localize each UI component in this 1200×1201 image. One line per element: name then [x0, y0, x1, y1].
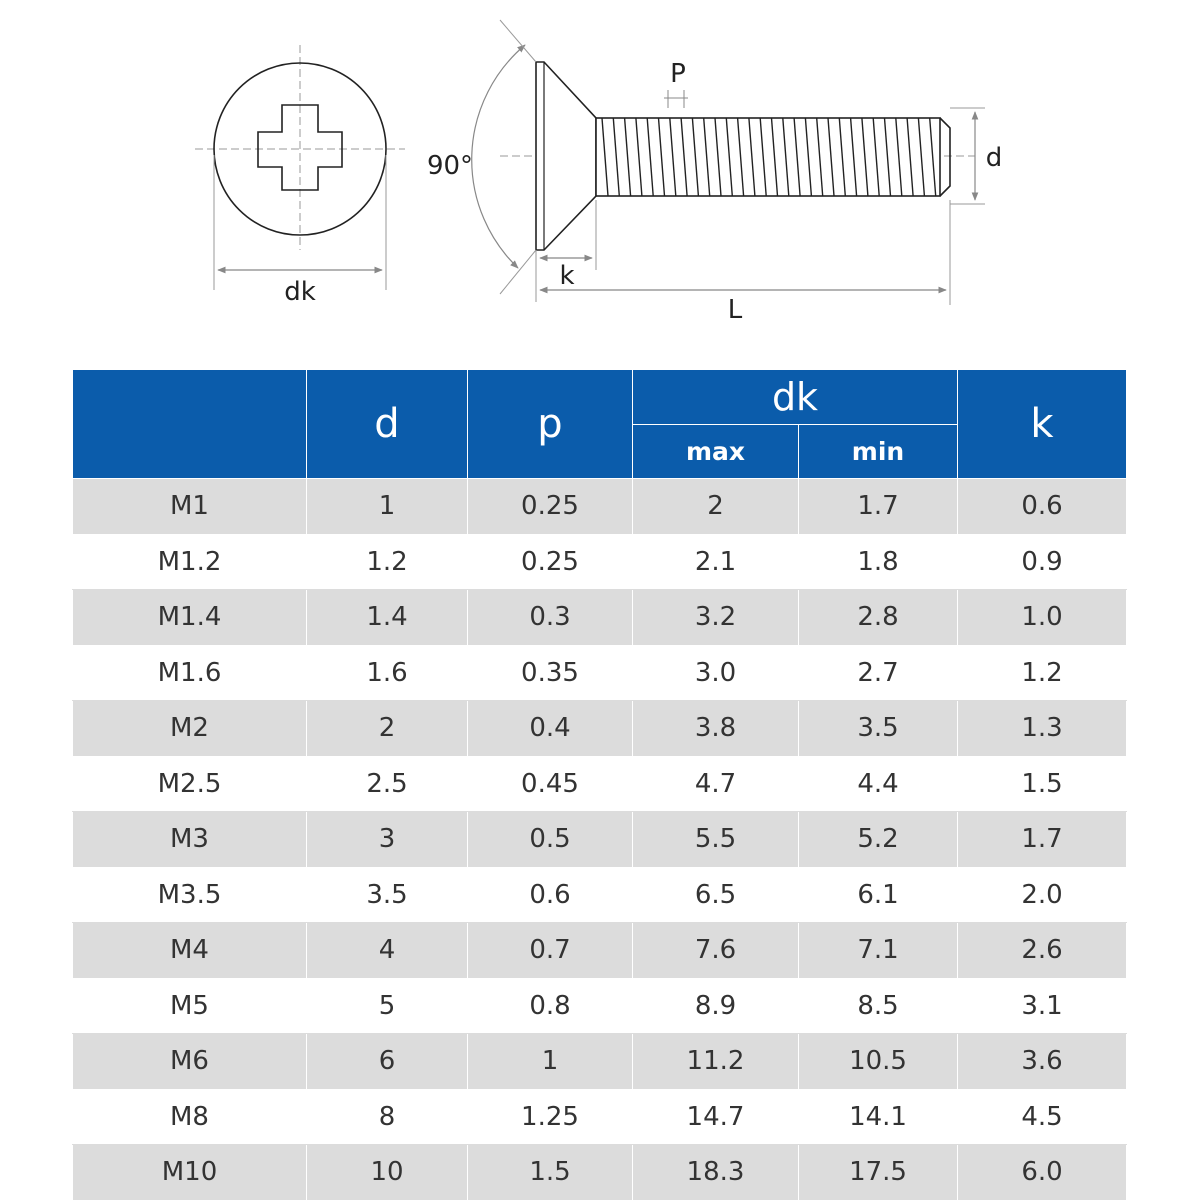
cell-k: 0.9: [958, 534, 1127, 590]
header-dk: dk: [633, 370, 958, 425]
cell-d: 8: [307, 1089, 468, 1145]
table-row: [73, 479, 1127, 535]
spec-table-body: [73, 479, 1127, 1201]
cell-k: 1.2: [958, 645, 1127, 701]
table-row: [73, 590, 1127, 646]
cell-dk-max: 18.3: [633, 1145, 799, 1201]
cell-k: 4.5: [958, 1089, 1127, 1145]
cell-dk-max: 11.2: [633, 1034, 799, 1090]
head-top-view: [195, 45, 405, 290]
cell-size: M10: [73, 1145, 307, 1201]
cell-dk-min: 14.1: [799, 1089, 958, 1145]
table-row: [73, 923, 1127, 979]
cell-size: M6: [73, 1034, 307, 1090]
header-k: k: [958, 370, 1127, 479]
cell-p: 1.5: [468, 1145, 633, 1201]
cell-d: 6: [307, 1034, 468, 1090]
header-size: [73, 370, 307, 479]
cell-d: 2: [307, 701, 468, 757]
cell-dk-min: 6.1: [799, 867, 958, 923]
header-p: p: [468, 370, 633, 479]
cell-dk-min: 7.1: [799, 923, 958, 979]
cell-k: 3.1: [958, 978, 1127, 1034]
cell-p: 0.4: [468, 701, 633, 757]
cell-dk-min: 4.4: [799, 756, 958, 812]
cell-d: 10: [307, 1145, 468, 1201]
cell-size: M1.6: [73, 645, 307, 701]
cell-d: 2.5: [307, 756, 468, 812]
cell-dk-min: 8.5: [799, 978, 958, 1034]
header-dk-max: max: [633, 425, 799, 479]
table-row: [73, 756, 1127, 812]
cell-d: 3.5: [307, 867, 468, 923]
cell-k: 0.6: [958, 479, 1127, 535]
cell-size: M8: [73, 1089, 307, 1145]
cell-dk-max: 4.7: [633, 756, 799, 812]
cell-d: 4: [307, 923, 468, 979]
d-label: d: [985, 143, 1003, 173]
screw-side-view: [472, 20, 985, 305]
cell-dk-min: 2.8: [799, 590, 958, 646]
cell-p: 0.35: [468, 645, 633, 701]
cell-p: 0.3: [468, 590, 633, 646]
angle-label: 90°: [426, 151, 474, 181]
cell-p: 1: [468, 1034, 633, 1090]
cell-dk-max: 2.1: [633, 534, 799, 590]
cell-size: M2.5: [73, 756, 307, 812]
cell-dk-min: 2.7: [799, 645, 958, 701]
cell-k: 6.0: [958, 1145, 1127, 1201]
cell-size: M5: [73, 978, 307, 1034]
cell-dk-min: 3.5: [799, 701, 958, 757]
cell-k: 1.0: [958, 590, 1127, 646]
cell-dk-max: 7.6: [633, 923, 799, 979]
table-row: [73, 812, 1127, 868]
header-dk-min: min: [799, 425, 958, 479]
cell-dk-max: 5.5: [633, 812, 799, 868]
cell-p: 0.8: [468, 978, 633, 1034]
cell-dk-max: 6.5: [633, 867, 799, 923]
cell-size: M1: [73, 479, 307, 535]
cell-d: 3: [307, 812, 468, 868]
cell-dk-max: 3.8: [633, 701, 799, 757]
cell-dk-max: 14.7: [633, 1089, 799, 1145]
table-row: [73, 1145, 1127, 1201]
spec-table: [72, 369, 1127, 1201]
table-row: [73, 867, 1127, 923]
cell-dk-max: 3.0: [633, 645, 799, 701]
cell-p: 0.5: [468, 812, 633, 868]
cell-p: 0.6: [468, 867, 633, 923]
cell-size: M3.5: [73, 867, 307, 923]
cell-size: M4: [73, 923, 307, 979]
cell-k: 2.0: [958, 867, 1127, 923]
cell-dk-min: 1.7: [799, 479, 958, 535]
cell-k: 3.6: [958, 1034, 1127, 1090]
cell-dk-min: 10.5: [799, 1034, 958, 1090]
cell-size: M1.2: [73, 534, 307, 590]
table-row: [73, 1034, 1127, 1090]
cell-p: 0.45: [468, 756, 633, 812]
cell-size: M1.4: [73, 590, 307, 646]
cell-k: 1.7: [958, 812, 1127, 868]
table-row: [73, 534, 1127, 590]
cell-k: 2.6: [958, 923, 1127, 979]
cell-dk-max: 3.2: [633, 590, 799, 646]
table-row: [73, 1089, 1127, 1145]
length-label: L: [727, 295, 743, 325]
table-row: [73, 978, 1127, 1034]
table-row: [73, 701, 1127, 757]
cell-d: 1: [307, 479, 468, 535]
cell-p: 0.25: [468, 534, 633, 590]
cell-k: 1.5: [958, 756, 1127, 812]
cell-p: 0.25: [468, 479, 633, 535]
k-label: k: [559, 261, 575, 291]
cell-dk-min: 5.2: [799, 812, 958, 868]
cell-k: 1.3: [958, 701, 1127, 757]
cell-dk-min: 1.8: [799, 534, 958, 590]
cell-p: 0.7: [468, 923, 633, 979]
cell-size: M2: [73, 701, 307, 757]
table-row: [73, 645, 1127, 701]
pitch-label: P: [670, 59, 686, 89]
header-d: d: [307, 370, 468, 479]
screw-diagram: [0, 0, 1200, 340]
cell-dk-max: 2: [633, 479, 799, 535]
cell-d: 1.2: [307, 534, 468, 590]
dk-label: dk: [284, 277, 316, 307]
cell-d: 1.4: [307, 590, 468, 646]
cell-p: 1.25: [468, 1089, 633, 1145]
cell-dk-max: 8.9: [633, 978, 799, 1034]
cell-dk-min: 17.5: [799, 1145, 958, 1201]
cell-size: M3: [73, 812, 307, 868]
cell-d: 5: [307, 978, 468, 1034]
cell-d: 1.6: [307, 645, 468, 701]
